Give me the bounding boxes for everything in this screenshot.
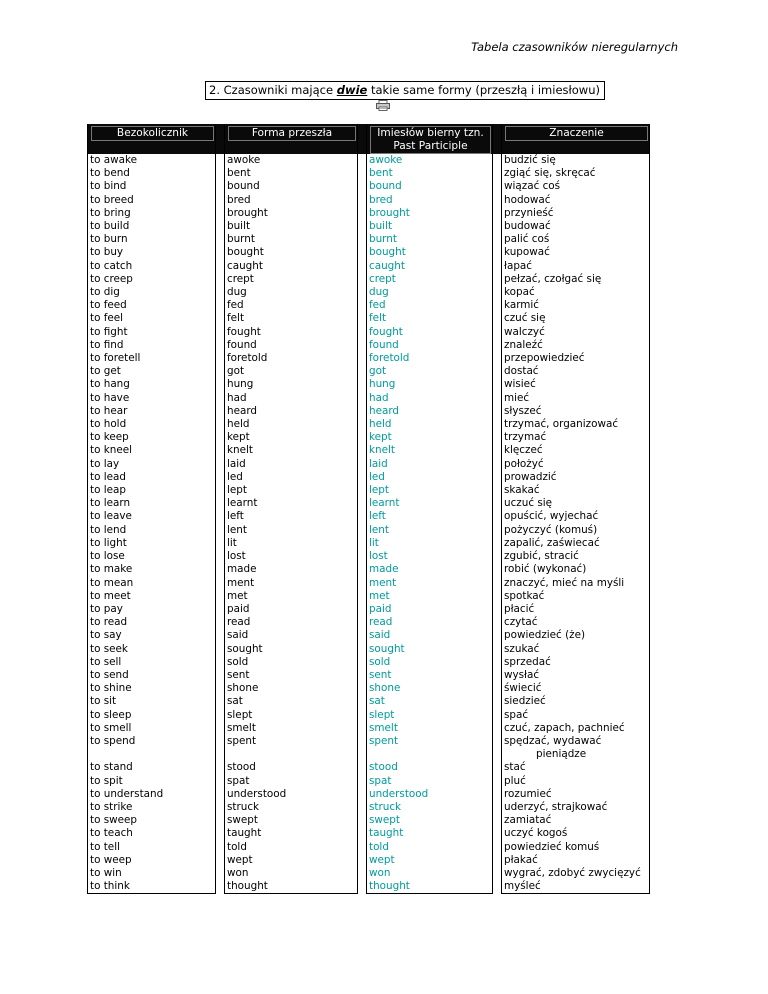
- past-participle-cell: built: [367, 220, 493, 233]
- past-form-cell: laid: [225, 458, 358, 471]
- past-form-cell: dug: [225, 286, 358, 299]
- table-row: [88, 616, 650, 629]
- past-participle-cell: brought: [367, 207, 493, 220]
- meaning-cell: hodować: [502, 194, 650, 207]
- table-row: [88, 484, 650, 497]
- meaning-cell: wisieć: [502, 378, 650, 391]
- section-title-suffix: takie same formy (przeszłą i imiesłowu): [367, 83, 600, 97]
- past-form-cell: smelt: [225, 722, 358, 735]
- past-form-cell: brought: [225, 207, 358, 220]
- past-form-cell: won: [225, 867, 358, 880]
- past-form-cell: lost: [225, 550, 358, 563]
- meaning-cell: przynieść: [502, 207, 650, 220]
- table-row: [88, 827, 650, 840]
- past-form-cell: spent: [225, 735, 358, 761]
- past-participle-cell: sought: [367, 643, 493, 656]
- past-participle-cell: wept: [367, 854, 493, 867]
- meaning-cell: spać: [502, 709, 650, 722]
- past-form-cell: awoke: [225, 154, 358, 167]
- meaning-cell: klęczeć: [502, 444, 650, 457]
- past-form-cell: sat: [225, 695, 358, 708]
- table-header-row: [88, 124, 650, 154]
- meaning-cell: pełzać, czołgać się: [502, 273, 650, 286]
- infinitive-cell: to tell: [88, 841, 216, 854]
- table-row: [88, 814, 650, 827]
- past-participle-cell: had: [367, 392, 493, 405]
- table-row: [88, 312, 650, 325]
- past-form-cell: spat: [225, 775, 358, 788]
- meaning-cell: słyszeć: [502, 405, 650, 418]
- past-form-cell: lit: [225, 537, 358, 550]
- table-row: [88, 841, 650, 854]
- infinitive-cell: to learn: [88, 497, 216, 510]
- past-participle-cell: understood: [367, 788, 493, 801]
- table-row: [88, 510, 650, 523]
- past-participle-cell: slept: [367, 709, 493, 722]
- past-participle-cell: swept: [367, 814, 493, 827]
- infinitive-cell: to hear: [88, 405, 216, 418]
- meaning-cell: robić (wykonać): [502, 563, 650, 576]
- header-past-participle: Imiesłów bierny tzn. Past Participle: [367, 124, 493, 154]
- meaning-cell: walczyć: [502, 326, 650, 339]
- meaning-cell: pożyczyć (komuś): [502, 524, 650, 537]
- infinitive-cell: to bring: [88, 207, 216, 220]
- table-row: [88, 246, 650, 259]
- past-form-cell: found: [225, 339, 358, 352]
- infinitive-cell: to feel: [88, 312, 216, 325]
- meaning-cell: płacić: [502, 603, 650, 616]
- meaning-cell: palić coś: [502, 233, 650, 246]
- meaning-cell: mieć: [502, 392, 650, 405]
- past-participle-cell: felt: [367, 312, 493, 325]
- table-row: [88, 378, 650, 391]
- past-participle-cell: taught: [367, 827, 493, 840]
- meaning-cell: czytać: [502, 616, 650, 629]
- past-form-cell: lept: [225, 484, 358, 497]
- infinitive-cell: to stand: [88, 761, 216, 774]
- past-participle-cell: sent: [367, 669, 493, 682]
- meaning-cell: trzymać: [502, 431, 650, 444]
- past-form-cell: hung: [225, 378, 358, 391]
- past-form-cell: taught: [225, 827, 358, 840]
- infinitive-cell: to bind: [88, 180, 216, 193]
- infinitive-cell: to breed: [88, 194, 216, 207]
- past-form-cell: swept: [225, 814, 358, 827]
- past-form-cell: shone: [225, 682, 358, 695]
- infinitive-cell: to teach: [88, 827, 216, 840]
- table-row: [88, 273, 650, 286]
- past-participle-cell: sold: [367, 656, 493, 669]
- infinitive-cell: to read: [88, 616, 216, 629]
- infinitive-cell: to dig: [88, 286, 216, 299]
- meaning-cell: prowadzić: [502, 471, 650, 484]
- past-participle-cell: got: [367, 365, 493, 378]
- infinitive-cell: to lose: [88, 550, 216, 563]
- table-row: [88, 563, 650, 576]
- past-participle-cell: heard: [367, 405, 493, 418]
- past-participle-cell: ment: [367, 577, 493, 590]
- meaning-cell: powiedzieć komuś: [502, 841, 650, 854]
- page-header-title: Tabela czasowników nieregularnych: [471, 40, 678, 54]
- past-form-cell: lent: [225, 524, 358, 537]
- table-row: [88, 352, 650, 365]
- meaning-cell: zgiąć się, skręcać: [502, 167, 650, 180]
- table-row: [88, 722, 650, 735]
- past-participle-cell: won: [367, 867, 493, 880]
- table-row: [88, 524, 650, 537]
- meaning-cell: znaczyć, mieć na myśli: [502, 577, 650, 590]
- meaning-cell: uczuć się: [502, 497, 650, 510]
- past-form-cell: left: [225, 510, 358, 523]
- past-form-cell: understood: [225, 788, 358, 801]
- past-form-cell: sought: [225, 643, 358, 656]
- table-row: [88, 550, 650, 563]
- infinitive-cell: to lend: [88, 524, 216, 537]
- past-participle-cell: fought: [367, 326, 493, 339]
- past-participle-cell: made: [367, 563, 493, 576]
- past-form-cell: knelt: [225, 444, 358, 457]
- infinitive-cell: to understand: [88, 788, 216, 801]
- past-form-cell: fought: [225, 326, 358, 339]
- infinitive-cell: to keep: [88, 431, 216, 444]
- past-participle-cell: said: [367, 629, 493, 642]
- past-participle-cell: hung: [367, 378, 493, 391]
- past-participle-cell: knelt: [367, 444, 493, 457]
- past-participle-cell: caught: [367, 260, 493, 273]
- infinitive-cell: to lead: [88, 471, 216, 484]
- meaning-cell: znaleźć: [502, 339, 650, 352]
- table-row: [88, 761, 650, 774]
- past-form-cell: kept: [225, 431, 358, 444]
- infinitive-cell: to spit: [88, 775, 216, 788]
- table-row: [88, 154, 650, 167]
- meaning-cell: uderzyć, strajkować: [502, 801, 650, 814]
- past-form-cell: heard: [225, 405, 358, 418]
- meaning-cell: skakać: [502, 484, 650, 497]
- table-row: [88, 603, 650, 616]
- past-participle-cell: bought: [367, 246, 493, 259]
- past-participle-cell: spat: [367, 775, 493, 788]
- section-title-emphasis: dwie: [336, 83, 368, 97]
- past-form-cell: thought: [225, 880, 358, 894]
- past-form-cell: said: [225, 629, 358, 642]
- meaning-cell: łapać: [502, 260, 650, 273]
- past-form-cell: led: [225, 471, 358, 484]
- past-form-cell: made: [225, 563, 358, 576]
- past-form-cell: fed: [225, 299, 358, 312]
- infinitive-cell: to win: [88, 867, 216, 880]
- meaning-cell: wysłać: [502, 669, 650, 682]
- meaning-cell: wygrać, zdobyć zwycięzyć: [502, 867, 650, 880]
- table-row: [88, 537, 650, 550]
- table-row: [88, 299, 650, 312]
- table-row: [88, 709, 650, 722]
- meaning-cell: budować: [502, 220, 650, 233]
- table-row: [88, 180, 650, 193]
- table-row: [88, 207, 650, 220]
- past-participle-cell: found: [367, 339, 493, 352]
- past-participle-cell: held: [367, 418, 493, 431]
- past-participle-cell: told: [367, 841, 493, 854]
- infinitive-cell: to meet: [88, 590, 216, 603]
- table-row: [88, 801, 650, 814]
- infinitive-cell: to say: [88, 629, 216, 642]
- meaning-cell: budzić się: [502, 154, 650, 167]
- infinitive-cell: to leave: [88, 510, 216, 523]
- meaning-cell: zamiatać: [502, 814, 650, 827]
- table-row: [88, 590, 650, 603]
- meaning-cell: sprzedać: [502, 656, 650, 669]
- table-row: [88, 286, 650, 299]
- table-row: [88, 326, 650, 339]
- infinitive-cell: to sweep: [88, 814, 216, 827]
- header-infinitive: Bezokolicznik: [88, 124, 216, 154]
- meaning-cell: rozumieć: [502, 788, 650, 801]
- infinitive-cell: to leap: [88, 484, 216, 497]
- infinitive-cell: to find: [88, 339, 216, 352]
- past-participle-cell: awoke: [367, 154, 493, 167]
- past-form-cell: had: [225, 392, 358, 405]
- meaning-line: spędzać, wydawać: [504, 734, 602, 747]
- past-form-cell: learnt: [225, 497, 358, 510]
- table-row: [88, 418, 650, 431]
- past-form-cell: held: [225, 418, 358, 431]
- past-participle-cell: struck: [367, 801, 493, 814]
- infinitive-cell: to make: [88, 563, 216, 576]
- past-participle-cell: stood: [367, 761, 493, 774]
- meaning-cell: [502, 735, 650, 761]
- past-form-cell: met: [225, 590, 358, 603]
- table-row: [88, 867, 650, 880]
- infinitive-cell: to awake: [88, 154, 216, 167]
- meaning-cell: położyć: [502, 458, 650, 471]
- infinitive-cell: to strike: [88, 801, 216, 814]
- infinitive-cell: to buy: [88, 246, 216, 259]
- infinitive-cell: to feed: [88, 299, 216, 312]
- table-row: [88, 339, 650, 352]
- past-form-cell: burnt: [225, 233, 358, 246]
- infinitive-cell: to creep: [88, 273, 216, 286]
- past-participle-cell: paid: [367, 603, 493, 616]
- table-row: [88, 682, 650, 695]
- infinitive-cell: to hold: [88, 418, 216, 431]
- infinitive-cell: to lay: [88, 458, 216, 471]
- past-participle-cell: laid: [367, 458, 493, 471]
- infinitive-cell: to mean: [88, 577, 216, 590]
- infinitive-cell: to smell: [88, 722, 216, 735]
- infinitive-cell: to sell: [88, 656, 216, 669]
- meaning-cell: płakać: [502, 854, 650, 867]
- past-participle-cell: shone: [367, 682, 493, 695]
- past-participle-cell: spent: [367, 735, 493, 761]
- past-form-cell: slept: [225, 709, 358, 722]
- meaning-cell: karmić: [502, 299, 650, 312]
- past-participle-cell: bent: [367, 167, 493, 180]
- meaning-cell: czuć, zapach, pachnieć: [502, 722, 650, 735]
- meaning-cell: kopać: [502, 286, 650, 299]
- infinitive-cell: to light: [88, 537, 216, 550]
- infinitive-cell: to burn: [88, 233, 216, 246]
- past-form-cell: read: [225, 616, 358, 629]
- infinitive-cell: to think: [88, 880, 216, 894]
- table-row: [88, 260, 650, 273]
- past-form-cell: ment: [225, 577, 358, 590]
- past-participle-cell: kept: [367, 431, 493, 444]
- meaning-cell: czuć się: [502, 312, 650, 325]
- table-row: [88, 471, 650, 484]
- past-participle-cell: burnt: [367, 233, 493, 246]
- table-row: [88, 695, 650, 708]
- table-row: [88, 405, 650, 418]
- past-form-cell: foretold: [225, 352, 358, 365]
- meaning-cell: spotkać: [502, 590, 650, 603]
- table-row: [88, 392, 650, 405]
- past-participle-cell: fed: [367, 299, 493, 312]
- infinitive-cell: to catch: [88, 260, 216, 273]
- infinitive-cell: to spend: [88, 735, 216, 761]
- infinitive-cell: to get: [88, 365, 216, 378]
- table-row: [88, 880, 650, 894]
- infinitive-cell: to weep: [88, 854, 216, 867]
- past-participle-cell: lost: [367, 550, 493, 563]
- table-row: [88, 233, 650, 246]
- meaning-cell: trzymać, organizować: [502, 418, 650, 431]
- table-row: [88, 194, 650, 207]
- meaning-cell: zgubić, stracić: [502, 550, 650, 563]
- past-form-cell: bred: [225, 194, 358, 207]
- meaning-cell: myśleć: [502, 880, 650, 894]
- meaning-cell: szukać: [502, 643, 650, 656]
- infinitive-cell: to hang: [88, 378, 216, 391]
- table-row: [88, 643, 650, 656]
- past-participle-cell: smelt: [367, 722, 493, 735]
- past-participle-cell: read: [367, 616, 493, 629]
- table-row: [88, 775, 650, 788]
- table-row: [88, 444, 650, 457]
- header-meaning: Znaczenie: [502, 124, 650, 154]
- meaning-cell: zapalić, zaświecać: [502, 537, 650, 550]
- infinitive-cell: to bend: [88, 167, 216, 180]
- past-participle-cell: met: [367, 590, 493, 603]
- table-row: [88, 656, 650, 669]
- infinitive-cell: to build: [88, 220, 216, 233]
- past-form-cell: told: [225, 841, 358, 854]
- past-form-cell: stood: [225, 761, 358, 774]
- infinitive-cell: to shine: [88, 682, 216, 695]
- past-participle-cell: lept: [367, 484, 493, 497]
- table-row: [88, 431, 650, 444]
- meaning-cell: powiedzieć (że): [502, 629, 650, 642]
- infinitive-cell: to have: [88, 392, 216, 405]
- past-participle-cell: learnt: [367, 497, 493, 510]
- past-form-cell: wept: [225, 854, 358, 867]
- past-participle-cell: dug: [367, 286, 493, 299]
- meaning-cell: przepowiedzieć: [502, 352, 650, 365]
- meaning-cell: siedzieć: [502, 695, 650, 708]
- table-row: [88, 365, 650, 378]
- infinitive-cell: to send: [88, 669, 216, 682]
- meaning-cell: dostać: [502, 365, 650, 378]
- past-form-cell: built: [225, 220, 358, 233]
- infinitive-cell: to foretell: [88, 352, 216, 365]
- meaning-cell: pluć: [502, 775, 650, 788]
- past-participle-cell: crept: [367, 273, 493, 286]
- meaning-line: pieniądze: [536, 748, 587, 761]
- meaning-cell: opuścić, wyjechać: [502, 510, 650, 523]
- table-row: [88, 669, 650, 682]
- past-form-cell: caught: [225, 260, 358, 273]
- past-participle-cell: thought: [367, 880, 493, 894]
- infinitive-cell: to seek: [88, 643, 216, 656]
- table-row: [88, 458, 650, 471]
- printer-icon[interactable]: [376, 100, 390, 111]
- past-participle-cell: left: [367, 510, 493, 523]
- past-participle-cell: bound: [367, 180, 493, 193]
- table-row: [88, 167, 650, 180]
- past-form-cell: struck: [225, 801, 358, 814]
- infinitive-cell: to sleep: [88, 709, 216, 722]
- table-row: [88, 629, 650, 642]
- meaning-cell: wiązać coś: [502, 180, 650, 193]
- past-participle-cell: lit: [367, 537, 493, 550]
- infinitive-cell: to sit: [88, 695, 216, 708]
- meaning-cell: świecić: [502, 682, 650, 695]
- table-row: [88, 854, 650, 867]
- past-participle-cell: lent: [367, 524, 493, 537]
- table-row: [88, 735, 650, 761]
- past-participle-cell: sat: [367, 695, 493, 708]
- past-form-cell: paid: [225, 603, 358, 616]
- past-form-cell: got: [225, 365, 358, 378]
- infinitive-cell: to pay: [88, 603, 216, 616]
- infinitive-cell: to kneel: [88, 444, 216, 457]
- table-row: [88, 220, 650, 233]
- past-form-cell: sent: [225, 669, 358, 682]
- past-form-cell: crept: [225, 273, 358, 286]
- infinitive-cell: to fight: [88, 326, 216, 339]
- section-title: [205, 81, 605, 100]
- meaning-cell: uczyć kogoś: [502, 827, 650, 840]
- past-participle-cell: bred: [367, 194, 493, 207]
- table-row: [88, 497, 650, 510]
- past-participle-cell: foretold: [367, 352, 493, 365]
- past-participle-cell: led: [367, 471, 493, 484]
- table-row: [88, 577, 650, 590]
- past-form-cell: sold: [225, 656, 358, 669]
- header-past-form: Forma przeszła: [225, 124, 358, 154]
- past-form-cell: felt: [225, 312, 358, 325]
- section-title-prefix: 2. Czasowniki mające: [209, 83, 337, 97]
- table-row: [88, 788, 650, 801]
- meaning-cell: kupować: [502, 246, 650, 259]
- past-form-cell: bound: [225, 180, 358, 193]
- meaning-cell: stać: [502, 761, 650, 774]
- past-form-cell: bent: [225, 167, 358, 180]
- irregular-verbs-table: [87, 124, 650, 894]
- past-form-cell: bought: [225, 246, 358, 259]
